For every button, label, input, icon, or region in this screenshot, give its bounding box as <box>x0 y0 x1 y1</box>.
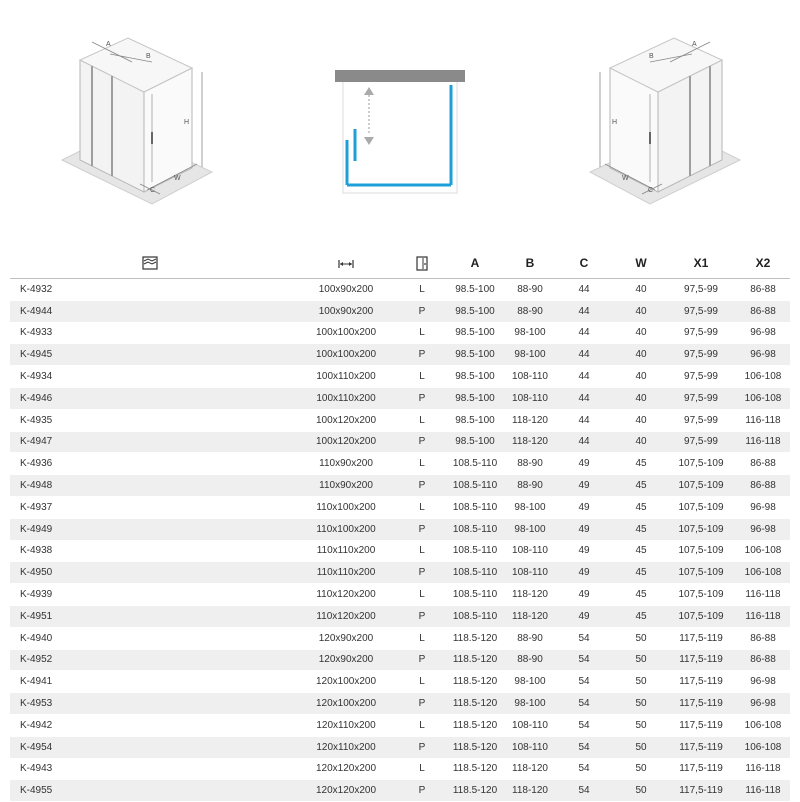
dimensions-cell: 120x120x200 <box>315 763 377 775</box>
dimension-label-c: C <box>648 187 654 194</box>
product-code-cell: K-4939 <box>20 589 53 601</box>
door-side-cell: L <box>419 719 425 731</box>
dimension-w-cell: 45 <box>616 562 666 584</box>
product-code-cell: K-4941 <box>20 676 53 688</box>
dimension-b-cell: 108-110 <box>508 736 552 758</box>
dimension-w-cell: 50 <box>616 780 666 802</box>
dimension-b-cell: 108-110 <box>512 371 548 383</box>
door-side-cell: L <box>419 676 425 688</box>
dimension-c-cell: 54 <box>552 693 616 715</box>
dimension-b-cell: 98-100 <box>514 676 546 688</box>
dimension-b-cell: 108-110 <box>512 545 548 557</box>
dimension-x2-cell: 86-88 <box>750 458 776 470</box>
dimension-b-cell: 88-90 <box>517 283 543 295</box>
door-side-cell: L <box>419 327 425 339</box>
dimension-c-cell: 44 <box>578 414 590 426</box>
dimension-b-cell: 118-120 <box>512 589 548 601</box>
dimensions-cell: 100x100x200 <box>315 327 377 339</box>
table-row <box>10 780 790 802</box>
dimension-label-w: W <box>174 175 181 182</box>
product-code-cell: K-4934 <box>20 371 53 383</box>
dimension-a-cell: 108.5-110 <box>452 458 498 470</box>
door-side-cell: P <box>402 562 442 584</box>
shower-enclosure-left-view <box>52 32 217 212</box>
dimensions-cell: 120x100x200 <box>315 676 377 688</box>
dimension-x1-cell: 97,5-99 <box>666 431 736 453</box>
dimension-a-cell: 98.5-100 <box>455 283 495 295</box>
dimension-a-cell: 108.5-110 <box>452 501 498 513</box>
table-row <box>10 453 790 475</box>
dimension-x1-cell: 97,5-99 <box>684 371 718 383</box>
dimension-x2-cell: 106-108 <box>744 719 782 731</box>
door-side-cell: L <box>419 589 425 601</box>
table-row <box>10 671 790 693</box>
door-side-cell: P <box>402 300 442 322</box>
dimension-a-cell: 98.5-100 <box>455 327 495 339</box>
dimension-b-cell: 108-110 <box>508 562 552 584</box>
dimension-label-a: A <box>692 41 697 48</box>
table-row <box>10 584 790 606</box>
dimension-c-cell: 54 <box>578 632 590 644</box>
dimensions-cell: 100x120x200 <box>290 431 402 453</box>
table-header-row <box>10 248 790 279</box>
dimensions-cell: 120x110x200 <box>290 736 402 758</box>
dimension-w-cell: 50 <box>635 763 647 775</box>
table-row <box>10 518 790 540</box>
column-header-x2: X2 <box>736 248 790 279</box>
dimension-w-cell: 40 <box>635 371 647 383</box>
dimension-b-cell: 88-90 <box>508 475 552 497</box>
dimension-c-cell: 49 <box>552 475 616 497</box>
dimension-x1-cell: 97,5-99 <box>666 300 736 322</box>
column-header-b: B <box>508 248 552 279</box>
dimension-a-cell: 98.5-100 <box>442 344 508 366</box>
product-code-cell: K-4942 <box>20 719 53 731</box>
table-row <box>10 605 790 627</box>
dimension-w-cell: 45 <box>635 501 647 513</box>
dimension-x1-cell: 117,5-119 <box>666 649 736 671</box>
dimension-a-cell: 108.5-110 <box>442 562 508 584</box>
dimension-x2-cell: 86-88 <box>736 649 790 671</box>
door-side-cell: L <box>419 458 425 470</box>
dimension-a-cell: 118.5-120 <box>442 780 508 802</box>
table-row <box>10 431 790 453</box>
dimensions-cell: 120x110x200 <box>316 719 376 731</box>
dimension-x2-cell: 96-98 <box>736 344 790 366</box>
dimension-a-cell: 118.5-120 <box>452 632 498 644</box>
dimension-b-cell: 118-120 <box>512 763 548 775</box>
product-code-cell: K-4932 <box>20 283 53 295</box>
column-header-c: C <box>552 248 616 279</box>
dimension-w-cell: 50 <box>616 736 666 758</box>
dimension-w-cell: 45 <box>635 545 647 557</box>
product-code-cell: K-4950 <box>10 562 290 584</box>
dimension-w-cell: 45 <box>616 518 666 540</box>
door-side-cell: P <box>402 475 442 497</box>
door-side-cell: L <box>419 283 425 295</box>
dimension-x2-cell: 96-98 <box>750 676 776 688</box>
dimension-a-cell: 98.5-100 <box>442 300 508 322</box>
dimension-b-cell: 118-120 <box>512 414 548 426</box>
dimension-x2-cell: 86-88 <box>750 283 776 295</box>
dimension-w-cell: 45 <box>616 475 666 497</box>
dimension-x1-cell: 107,5-109 <box>666 475 736 497</box>
dimension-x2-cell: 116-118 <box>745 414 781 426</box>
dimension-x2-cell: 116-118 <box>745 589 781 601</box>
dimension-a-cell: 118.5-120 <box>452 763 498 775</box>
dimension-a-cell: 118.5-120 <box>452 719 498 731</box>
dimension-a-cell: 108.5-110 <box>442 518 508 540</box>
dimension-c-cell: 44 <box>578 283 590 295</box>
dimension-w-cell: 45 <box>635 589 647 601</box>
dimensions-cell: 120x90x200 <box>318 632 374 644</box>
dimension-label-b: B <box>146 53 151 60</box>
table-row <box>10 387 790 409</box>
door-side-cell: P <box>402 431 442 453</box>
dimension-x1-cell: 117,5-119 <box>666 693 736 715</box>
dimension-x2-cell: 96-98 <box>750 327 776 339</box>
dimension-x2-cell: 106-108 <box>744 371 782 383</box>
table-row <box>10 279 790 301</box>
dimension-a-cell: 108.5-110 <box>452 545 498 557</box>
dimension-x1-cell: 97,5-99 <box>684 414 718 426</box>
product-code-cell: K-4935 <box>20 414 53 426</box>
dimension-label-c: C <box>150 187 156 194</box>
door-side-cell: L <box>419 501 425 513</box>
dimension-b-cell: 88-90 <box>517 458 543 470</box>
column-header-a: A <box>442 248 508 279</box>
dimension-w-cell: 40 <box>635 283 647 295</box>
dimension-b-cell: 98-100 <box>508 693 552 715</box>
dimension-a-cell: 108.5-110 <box>442 605 508 627</box>
dimension-x2-cell: 96-98 <box>736 693 790 715</box>
dimension-x2-cell: 116-118 <box>736 605 790 627</box>
dimension-w-cell: 40 <box>635 414 647 426</box>
product-code-cell: K-4954 <box>10 736 290 758</box>
dimension-a-cell: 98.5-100 <box>442 431 508 453</box>
dimensions-cell: 120x90x200 <box>290 649 402 671</box>
dimension-c-cell: 54 <box>552 780 616 802</box>
door-side-cell: P <box>402 736 442 758</box>
table-row <box>10 627 790 649</box>
product-code-cell: K-4949 <box>10 518 290 540</box>
door-side-cell: P <box>402 605 442 627</box>
product-code-cell: K-4948 <box>10 475 290 497</box>
dimension-c-cell: 49 <box>578 589 590 601</box>
door-side-cell: L <box>419 414 425 426</box>
dimension-b-cell: 98-100 <box>508 518 552 540</box>
dimension-x2-cell: 86-88 <box>736 475 790 497</box>
table-row <box>10 300 790 322</box>
dimension-a-cell: 118.5-120 <box>442 693 508 715</box>
table-row <box>10 496 790 518</box>
dimension-x1-cell: 107,5-109 <box>678 589 724 601</box>
dimensions-cell: 110x100x200 <box>290 518 402 540</box>
column-header-x1: X1 <box>666 248 736 279</box>
dimension-c-cell: 44 <box>552 300 616 322</box>
product-code-cell: K-4938 <box>20 545 53 557</box>
door-side-cell: P <box>402 518 442 540</box>
dimension-w-cell: 40 <box>616 387 666 409</box>
dimension-c-cell: 44 <box>578 327 590 339</box>
dimension-x1-cell: 117,5-119 <box>679 763 723 775</box>
table-row <box>10 649 790 671</box>
product-code-cell: K-4943 <box>20 763 53 775</box>
dimension-c-cell: 44 <box>552 387 616 409</box>
table-row <box>10 758 790 780</box>
dimension-label-h: H <box>612 119 618 126</box>
dimension-x2-cell: 86-88 <box>736 300 790 322</box>
dimension-x1-cell: 97,5-99 <box>666 387 736 409</box>
dimension-c-cell: 54 <box>578 719 590 731</box>
dimension-c-cell: 44 <box>552 344 616 366</box>
dimension-c-cell: 54 <box>578 676 590 688</box>
dimensions-cell: 100x120x200 <box>315 414 377 426</box>
width-arrows-icon <box>290 248 402 279</box>
dimension-x1-cell: 107,5-109 <box>678 458 724 470</box>
dimension-b-cell: 98-100 <box>514 327 546 339</box>
dimensions-cell: 110x110x200 <box>316 545 376 557</box>
diagram-area <box>0 0 800 235</box>
dimension-w-cell: 45 <box>635 458 647 470</box>
dimension-w-cell: 40 <box>616 344 666 366</box>
dimension-x2-cell: 86-88 <box>750 632 776 644</box>
door-side-cell: L <box>419 545 425 557</box>
dimension-x2-cell: 106-108 <box>744 545 782 557</box>
dimension-x2-cell: 96-98 <box>736 518 790 540</box>
dimension-w-cell: 40 <box>616 300 666 322</box>
table-row <box>10 562 790 584</box>
shower-enclosure-right-view <box>585 32 750 212</box>
dimension-x1-cell: 107,5-109 <box>678 545 724 557</box>
dimension-x1-cell: 97,5-99 <box>666 344 736 366</box>
dimension-c-cell: 49 <box>552 562 616 584</box>
product-code-cell: K-4940 <box>20 632 53 644</box>
dimension-b-cell: 88-90 <box>517 632 543 644</box>
dimension-x1-cell: 117,5-119 <box>666 736 736 758</box>
dimension-x1-cell: 117,5-119 <box>679 719 723 731</box>
dimension-x2-cell: 106-108 <box>736 387 790 409</box>
dimension-a-cell: 98.5-100 <box>455 414 495 426</box>
table-row <box>10 736 790 758</box>
table-row <box>10 714 790 736</box>
dimension-a-cell: 118.5-120 <box>442 736 508 758</box>
dimension-c-cell: 49 <box>552 605 616 627</box>
dimension-label-b: B <box>649 53 654 60</box>
door-side-cell: L <box>419 371 425 383</box>
dimension-x1-cell: 117,5-119 <box>679 676 723 688</box>
dimensions-cell: 100x110x200 <box>290 387 402 409</box>
dimension-b-cell: 118-120 <box>508 605 552 627</box>
table-row <box>10 366 790 388</box>
product-code-cell: K-4946 <box>10 387 290 409</box>
product-code-cell: K-4947 <box>10 431 290 453</box>
dimension-b-cell: 88-90 <box>508 649 552 671</box>
product-code-cell: K-4945 <box>10 344 290 366</box>
dimension-c-cell: 49 <box>578 501 590 513</box>
dimension-label-w: W <box>622 175 629 182</box>
dimension-b-cell: 88-90 <box>508 300 552 322</box>
dimension-c-cell: 49 <box>578 545 590 557</box>
product-spec-table <box>10 248 790 802</box>
table-row <box>10 409 790 431</box>
dimension-label-a: A <box>106 41 111 48</box>
door-side-cell: L <box>419 763 425 775</box>
dimension-x2-cell: 106-108 <box>736 562 790 584</box>
dimension-x1-cell: 117,5-119 <box>666 780 736 802</box>
dimension-x1-cell: 107,5-109 <box>666 518 736 540</box>
dimension-c-cell: 54 <box>552 736 616 758</box>
dimension-x1-cell: 107,5-109 <box>678 501 724 513</box>
dimension-w-cell: 50 <box>616 693 666 715</box>
dimension-label-h: H <box>184 119 190 126</box>
dimension-a-cell: 98.5-100 <box>442 387 508 409</box>
product-code-cell: K-4937 <box>20 501 53 513</box>
door-icon <box>402 248 442 279</box>
door-side-cell: P <box>402 649 442 671</box>
dimension-b-cell: 98-100 <box>508 344 552 366</box>
door-side-cell: L <box>419 632 425 644</box>
product-code-cell: K-4952 <box>10 649 290 671</box>
dimensions-cell: 120x100x200 <box>290 693 402 715</box>
dimension-x1-cell: 107,5-109 <box>666 562 736 584</box>
dimension-w-cell: 50 <box>635 676 647 688</box>
dimensions-cell: 110x120x200 <box>316 589 376 601</box>
dimension-w-cell: 50 <box>635 632 647 644</box>
dimension-a-cell: 118.5-120 <box>442 649 508 671</box>
dimension-w-cell: 50 <box>616 649 666 671</box>
door-side-cell: P <box>402 780 442 802</box>
dimension-c-cell: 44 <box>578 371 590 383</box>
dimension-w-cell: 45 <box>616 605 666 627</box>
dimensions-cell: 100x100x200 <box>290 344 402 366</box>
door-side-cell: P <box>402 344 442 366</box>
dimension-c-cell: 54 <box>552 649 616 671</box>
product-code-cell: K-4953 <box>10 693 290 715</box>
product-code-cell: K-4933 <box>20 327 53 339</box>
product-icon <box>10 248 290 279</box>
dimension-a-cell: 108.5-110 <box>442 475 508 497</box>
table-row <box>10 344 790 366</box>
dimensions-cell: 110x90x200 <box>319 458 373 470</box>
table-row <box>10 693 790 715</box>
dimensions-cell: 100x90x200 <box>318 283 374 295</box>
dimension-x1-cell: 97,5-99 <box>684 283 718 295</box>
dimension-w-cell: 40 <box>635 327 647 339</box>
product-code-cell: K-4955 <box>10 780 290 802</box>
dimension-b-cell: 108-110 <box>508 387 552 409</box>
dimensions-cell: 100x110x200 <box>316 371 376 383</box>
dimension-a-cell: 118.5-120 <box>452 676 498 688</box>
dimensions-cell: 100x90x200 <box>290 300 402 322</box>
dimension-c-cell: 49 <box>578 458 590 470</box>
door-side-cell: P <box>402 693 442 715</box>
product-code-cell: K-4951 <box>10 605 290 627</box>
dimension-c-cell: 44 <box>552 431 616 453</box>
dimension-x1-cell: 107,5-109 <box>666 605 736 627</box>
dimension-b-cell: 98-100 <box>514 501 546 513</box>
dimension-a-cell: 108.5-110 <box>452 589 498 601</box>
dimension-b-cell: 108-110 <box>512 719 548 731</box>
dimensions-cell: 110x90x200 <box>290 475 402 497</box>
dimension-c-cell: 49 <box>552 518 616 540</box>
table-row <box>10 475 790 497</box>
dimension-c-cell: 54 <box>578 763 590 775</box>
dimension-a-cell: 98.5-100 <box>455 371 495 383</box>
dimension-x2-cell: 96-98 <box>750 501 776 513</box>
dimensions-cell: 110x120x200 <box>290 605 402 627</box>
shower-plan-view <box>335 65 467 197</box>
dimension-x2-cell: 116-118 <box>736 780 790 802</box>
dimension-b-cell: 118-120 <box>508 780 552 802</box>
dimension-x2-cell: 116-118 <box>745 763 781 775</box>
dimensions-cell: 110x100x200 <box>316 501 376 513</box>
dimension-b-cell: 118-120 <box>508 431 552 453</box>
product-code-cell: K-4936 <box>20 458 53 470</box>
column-header-w: W <box>616 248 666 279</box>
table-row <box>10 540 790 562</box>
dimension-x2-cell: 116-118 <box>736 431 790 453</box>
dimensions-cell: 110x110x200 <box>290 562 402 584</box>
dimension-w-cell: 50 <box>635 719 647 731</box>
dimension-w-cell: 40 <box>616 431 666 453</box>
table-row <box>10 322 790 344</box>
table-body <box>10 279 790 802</box>
dimensions-cell: 120x120x200 <box>290 780 402 802</box>
dimension-x2-cell: 106-108 <box>736 736 790 758</box>
product-code-cell: K-4944 <box>10 300 290 322</box>
dimension-x1-cell: 117,5-119 <box>679 632 723 644</box>
dimension-x1-cell: 97,5-99 <box>684 327 718 339</box>
door-side-cell: P <box>402 387 442 409</box>
